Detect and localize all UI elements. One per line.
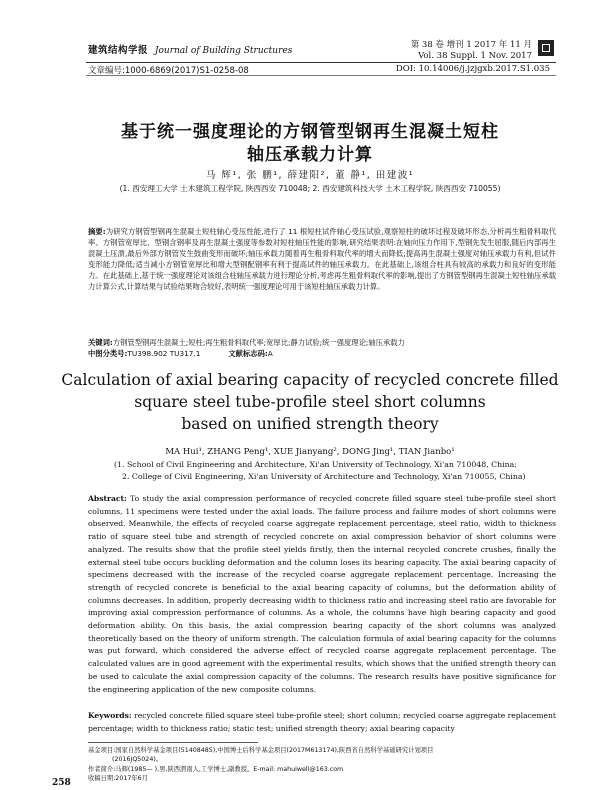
clc-label: 中图分类号: <box>88 349 128 358</box>
keywords-en-label: Keywords: <box>88 711 132 720</box>
authors-en: MA Hui¹, ZHANG Peng¹, XUE Jianyang², DONG Jing¹, TIAN Jianbo¹ <box>165 447 455 457</box>
title-en-line3: based on unified strength theory <box>181 415 439 433</box>
abstract-cn <box>88 226 556 292</box>
keywords-cn-text: 方钢管型钢再生混凝土;短柱;再生粗骨料取代率;宽厚比;静力试验;统一强度理论;轴压承载力 <box>112 338 405 347</box>
footnote-fund: 基金项目:国家自然科学基金项目(51408485),中国博士后科学基金项目(2017M613174),陕西省自然科学基础研究计划项目 <box>88 747 434 754</box>
page-number: 258 <box>52 778 71 788</box>
clc-value: TU398.902 TU317.1 <box>127 349 201 358</box>
journal-name-cn: 建筑结构学报 <box>88 45 149 56</box>
header-rule <box>86 62 556 63</box>
footnote-author: 作者简介:马辉(1985— ),男,陕西渭南人,工学博士,副教授。E-mail: mahuiwell@163.com <box>88 765 344 773</box>
doc-code-value: A <box>267 349 273 358</box>
article-number: 文章编号:1000-6869(2017)S1-0258-08 <box>88 66 249 76</box>
abstract-en-label: Abstract: <box>88 494 127 503</box>
footnote-fund-cont: (2016JQ5024)。 <box>112 756 163 764</box>
footnotes <box>88 746 558 784</box>
title-cn-line2: 轴压承载力计算 <box>247 145 373 165</box>
footnote-rule <box>88 742 258 743</box>
volume-info-en: Vol. 38 Suppl. 1 Nov. 2017 <box>418 51 532 61</box>
affiliations-en-line2: 2. College of Civil Engineering, Xi'an University of Architecture and Technology, Xi'an 710055, China) <box>122 472 526 481</box>
journal-logo-icon <box>538 40 554 56</box>
keywords-cn-label: 关键词: <box>88 338 113 347</box>
keywords-en-text: recycled concrete filled square steel tube-profile steel; short column; recycled coarse aggregate replacement percentage; width to thickness ratio; static test; unified strength theory; axial bearing capacity <box>88 711 556 733</box>
abstract-en <box>88 493 556 696</box>
volume-info-cn: 第 38 卷 增刊 1 2017 年 11 月 <box>410 40 532 50</box>
title-cn-line1: 基于统一强度理论的方钢管型钢再生混凝土短柱 <box>121 122 499 142</box>
abstract-cn-text: 为研究方钢管型钢再生混凝土短柱轴心受压性能,进行了 11 根短柱试件轴心受压试验,观察短柱的破坏过程及破坏形态,分析再生粗骨料取代率、方钢管宽厚比、型钢含钢率及再生混凝土强度等参数对短柱轴压性能的影响,研究结果表明:在轴向压力作用下,型钢先发生屈服,随后内部再生混凝土压溃,最后外部方钢管发生鼓曲变形而破坏;轴压承载力随着再生粗骨料取代率的增大而降低;提高再生混凝土强度对轴压承载力有利,但试件变形能力降低;适当减小方钢管宽厚比和增大型钢配钢率有利于提高试件的轴压承载力。在此基础上,该组合柱具有较高的承载力和良好的变形能力。在此基础上,基于统一强度理论对该组合柱轴压承载力进行理论分析,考虑再生粗骨料取代率的影响,提出了方钢管型钢再生混凝土短柱轴压承载力计算公式,计算结果与试验结果吻合较好,表明统一强度理论可用于该短柱轴压承载力计算。 <box>88 227 556 291</box>
doi: DOI: 10.14006/j.jzjgxb.2017.S1.035 <box>395 64 550 74</box>
running-header-right <box>382 40 532 62</box>
abstract-cn-label: 摘要: <box>88 227 106 236</box>
classification-cn <box>88 348 556 359</box>
title-en-line1: Calculation of axial bearing capacity of recycled concrete filled <box>61 371 559 389</box>
affiliations-cn: (1. 西安理工大学 土木建筑工程学院, 陕西西安 710048; 2. 西安建筑科技大学 土木工程学院, 陕西西安 710055) <box>119 184 501 193</box>
abstract-en-text: To study the axial compression performance of recycled concrete filled square steel tube-profile steel short columns, 11 specimens were tested under the axial loads. The failure process and failure modes of short columns were observed. Meanwhile, the effects of recycled coarse aggregate replacement percentage, steel ratio, width to thickness ratio of square steel tube and strength of recycled concrete on axial compression behavior of short columns were analyzed. The results show that the profile steel yields firstly, then the internal recycled concrete crushes, finally the external steel tube occurs buckling deformation and the column loses its bearing capacity. The axial bearing capacity of specimens decreased with the increase of the recycled coarse aggregate replacement percentage. Increasing the strength of recycled concrete is beneficial to the axial bearing capacity of columns, but the deformation ability of columns decreases. In addition, properly decreasing width to thickness ratio and increasing steel ratio are favorable for improving axial compression performance of columns. As a whole, the columns have high bearing capacity and good deformation ability. On this basis, the axial compression bearing capacity of the short columns was analyzed theoretically based on the theory of uniform strength. The calculation formula of axial bearing capacity for the columns was put forward, which considered the adverse effect of recycled coarse aggregate replacement percentage. The calculated values are in good agreement with the experimental results, which shows that the unified strength theory can be used to calculate the axial compression capacity of the columns. The research results have positive significance for the engineering application of the new composite columns. <box>88 494 556 694</box>
keywords-cn <box>88 337 556 348</box>
running-header-left <box>88 42 328 56</box>
title-en-line2: square steel tube-profile steel short columns <box>134 393 486 411</box>
doc-code-label: 文献标志码: <box>228 349 268 358</box>
journal-name-en: Journal of Building Structures <box>154 46 293 56</box>
header-rule-secondary <box>86 75 556 76</box>
authors-cn: 马 辉¹, 张 鹏¹, 薛建阳², 董 静¹, 田建波¹ <box>205 170 415 181</box>
affiliations-en-line1: (1. School of Civil Engineering and Architecture, Xi'an University of Technology, Xi'an 710048, China; <box>114 460 517 469</box>
footnote-received: 收稿日期:2017年6月 <box>88 775 148 783</box>
keywords-en <box>88 710 556 735</box>
